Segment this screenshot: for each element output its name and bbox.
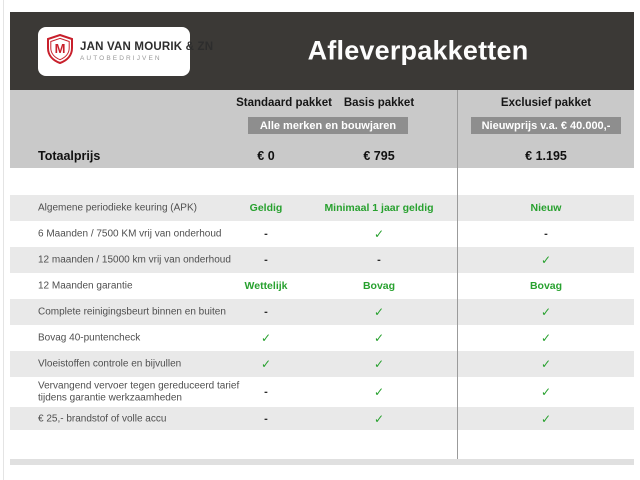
cell-dash: - [264,306,268,318]
cell-value: Nieuw [530,202,562,214]
cell-check-icon: ✓ [540,253,552,267]
total-price-exclusief: € 1.195 [525,149,567,163]
cell-check-icon: ✓ [540,331,552,345]
feature-label: 6 Maanden / 7500 KM vrij van onderhoud [38,228,222,240]
cell-value: Geldig [249,202,283,214]
badge-new-price: Nieuwprijs v.a. € 40.000,- [471,117,621,134]
left-border-line [3,0,4,480]
feature-label: Bovag 40-puntencheck [38,332,141,344]
cell-value: Wettelijk [244,280,288,292]
logo-brand-name: JAN VAN MOURIK & ZN [80,41,214,53]
feature-label: € 25,- brandstof of volle accu [38,412,167,424]
table-row [10,407,634,430]
feature-label: 12 Maanden garantie [38,280,133,292]
logo-text [80,41,213,62]
cell-dash: - [264,254,268,266]
table-row [10,377,634,407]
column-header-basis: Basis pakket [343,97,415,109]
cell-check-icon: ✓ [540,357,552,371]
cell-dash: - [544,228,548,240]
table-row [10,325,634,351]
cell-check-icon: ✓ [373,385,385,399]
table-row [10,221,634,247]
feature-label: Vloeistoffen controle en bijvullen [38,358,182,370]
feature-label: 12 maanden / 15000 km vrij van onderhoud [38,254,231,266]
logo-monogram: M [54,41,66,56]
table-row [10,247,634,273]
cell-dash: - [264,228,268,240]
exclusief-column-divider [457,90,458,459]
table-row [10,351,634,377]
cell-dash: - [264,386,268,398]
cell-check-icon: ✓ [373,305,385,319]
cell-check-icon: ✓ [373,357,385,371]
cell-check-icon: ✓ [540,411,552,426]
page-title: Afleverpakketten [307,35,529,66]
logo-subtitle: AUTOBEDRIJVEN [80,55,162,62]
cell-value: Minimaal 1 jaar geldig [324,202,434,214]
badge-all-brands: Alle merken en bouwjaren [248,117,408,134]
cell-check-icon: ✓ [373,227,385,241]
cell-check-icon: ✓ [540,305,552,319]
total-price-standaard: € 0 [257,149,275,163]
total-price-label: Totaalprijs [38,149,101,163]
cell-dash: - [264,412,268,425]
header-bar [10,12,634,90]
cell-check-icon: ✓ [373,331,385,345]
table-row [10,195,634,221]
cell-check-icon: ✓ [540,385,552,399]
comparison-table [10,195,634,430]
feature-label: Algemene periodieke keuring (APK) [38,202,197,214]
table-row [10,273,634,299]
cell-value: Bovag [529,280,563,292]
total-price-basis: € 795 [363,149,395,163]
feature-label: Complete reinigingsbeurt binnen en buiten [38,306,226,318]
feature-label: Vervangend vervoer tegen gereduceerd tarief tijdens garantie werkzaamheden [38,380,240,403]
bottom-divider-strip [10,459,634,465]
table-row [10,299,634,325]
package-header-band [10,90,634,168]
cell-check-icon: ✓ [260,357,272,371]
cell-check-icon: ✓ [260,331,272,345]
shield-monogram-icon [47,34,73,69]
column-header-standaard: Standaard pakket [236,97,332,109]
cell-check-icon: ✓ [373,411,385,426]
dealer-logo [38,27,214,76]
cell-dash: - [377,254,381,266]
column-header-exclusief: Exclusief pakket [500,97,592,109]
cell-value: Bovag [362,280,396,292]
